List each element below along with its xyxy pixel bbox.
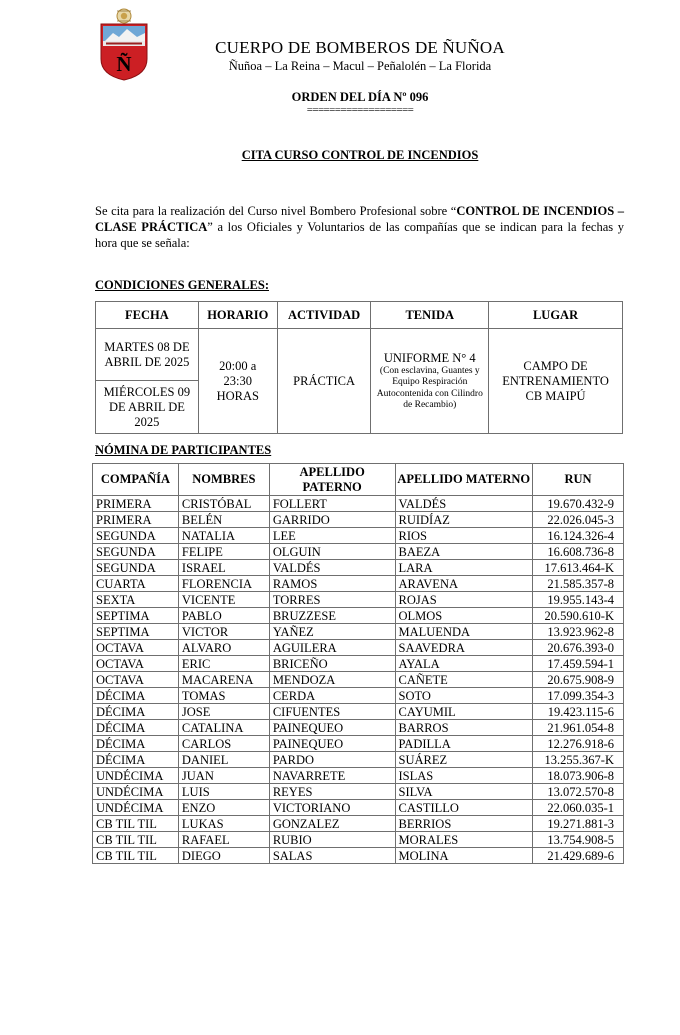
cell-paternal-surname: CIFUENTES <box>269 704 395 720</box>
header-compania: COMPAÑÍA <box>93 464 179 496</box>
cell-run: 19.271.881-3 <box>533 816 624 832</box>
cell-maternal-surname: LARA <box>395 560 533 576</box>
cell-run: 20.676.393-0 <box>533 640 624 656</box>
cell-maternal-surname: BERRIOS <box>395 816 533 832</box>
cell-paternal-surname: GONZALEZ <box>269 816 395 832</box>
cell-company: CB TIL TIL <box>93 816 179 832</box>
cell-first-name: FLORENCIA <box>178 576 269 592</box>
cell-maternal-surname: AYALA <box>395 656 533 672</box>
course-citation-title: CITA CURSO CONTROL DE INCENDIOS <box>241 148 479 162</box>
participants-table-body <box>93 496 624 864</box>
cell-paternal-surname: PAINEQUEO <box>269 736 395 752</box>
cell-maternal-surname: BAEZA <box>395 544 533 560</box>
participants-table <box>92 463 624 864</box>
cell-paternal-surname: BRUZZESE <box>269 608 395 624</box>
table-row <box>93 576 624 592</box>
cell-run: 19.670.432-9 <box>533 496 624 512</box>
table-row <box>93 768 624 784</box>
participants-header-row <box>93 464 624 496</box>
cell-company: SEGUNDA <box>93 544 179 560</box>
cell-maternal-surname: MOLINA <box>395 848 533 864</box>
cell-paternal-surname: AGUILERA <box>269 640 395 656</box>
cell-company: OCTAVA <box>93 656 179 672</box>
attire-note: (Con esclavina, Guantes y Equipo Respiración Autocontenida con Cilindro de Recambio) <box>376 365 483 410</box>
cell-company: UNDÉCIMA <box>93 768 179 784</box>
cell-maternal-surname: PADILLA <box>395 736 533 752</box>
cell-first-name: LUIS <box>178 784 269 800</box>
cell-maternal-surname: RIOS <box>395 528 533 544</box>
header-run: RUN <box>533 464 624 496</box>
participants-title: NÓMINA DE PARTICIPANTES <box>95 443 272 457</box>
table-row <box>93 736 624 752</box>
table-row <box>93 672 624 688</box>
intro-text-start: Se cita para la realización del Curso nivel Bombero Profesional sobre “ <box>95 204 457 218</box>
intro-course-name: CONTROL DE INCENDIOS – CLASE PRÁCTICA <box>95 204 624 234</box>
cell-paternal-surname: MENDOZA <box>269 672 395 688</box>
cell-paternal-surname: TORRES <box>269 592 395 608</box>
table-row <box>93 608 624 624</box>
header-nombres: NOMBRES <box>178 464 269 496</box>
attire-cell <box>371 329 489 434</box>
table-row <box>93 848 624 864</box>
intro-text-end: ” a los Oficiales y Voluntarios de las compañías que se indican para la fechas y hora que se señala: <box>95 220 624 250</box>
cell-paternal-surname: PAINEQUEO <box>269 720 395 736</box>
cell-maternal-surname: MALUENDA <box>395 624 533 640</box>
table-row <box>93 688 624 704</box>
header-fecha: FECHA <box>96 302 199 329</box>
organization-communes: Ñuñoa – La Reina – Macul – Peñalolén – La Florida <box>228 59 492 73</box>
header-horario: HORARIO <box>198 302 277 329</box>
cell-company: DÉCIMA <box>93 736 179 752</box>
header-lugar: LUGAR <box>489 302 623 329</box>
cell-company: UNDÉCIMA <box>93 800 179 816</box>
cell-maternal-surname: CAYUMIL <box>395 704 533 720</box>
cell-first-name: CRISTÓBAL <box>178 496 269 512</box>
table-row <box>93 704 624 720</box>
cell-paternal-surname: LEE <box>269 528 395 544</box>
cell-first-name: ENZO <box>178 800 269 816</box>
header-tenida: TENIDA <box>371 302 489 329</box>
table-row <box>93 560 624 576</box>
cell-maternal-surname: SUÁREZ <box>395 752 533 768</box>
cell-company: SEXTA <box>93 592 179 608</box>
cell-run: 19.955.143-4 <box>533 592 624 608</box>
cell-run: 22.026.045-3 <box>533 512 624 528</box>
activity: PRÁCTICA <box>277 329 371 434</box>
cell-maternal-surname: CAÑETE <box>395 672 533 688</box>
cell-first-name: PABLO <box>178 608 269 624</box>
cell-run: 22.060.035-1 <box>533 800 624 816</box>
cell-first-name: ISRAEL <box>178 560 269 576</box>
cell-company: DÉCIMA <box>93 752 179 768</box>
cell-paternal-surname: RAMOS <box>269 576 395 592</box>
header-actividad: ACTIVIDAD <box>277 302 371 329</box>
order-of-the-day-title: ORDEN DEL DÍA Nº 096 <box>291 90 429 104</box>
cell-company: PRIMERA <box>93 496 179 512</box>
crest-letter: Ñ <box>116 52 132 76</box>
intro-paragraph <box>95 203 624 251</box>
table-row <box>93 656 624 672</box>
table-row <box>93 816 624 832</box>
cell-first-name: BELÉN <box>178 512 269 528</box>
table-row <box>93 800 624 816</box>
cell-maternal-surname: OLMOS <box>395 608 533 624</box>
conditions-header-row <box>96 302 623 329</box>
cell-run: 21.961.054-8 <box>533 720 624 736</box>
organization-title: CUERPO DE BOMBEROS DE ÑUÑOA <box>215 38 505 57</box>
cell-run: 16.124.326-4 <box>533 528 624 544</box>
cell-paternal-surname: PARDO <box>269 752 395 768</box>
cell-run: 17.099.354-3 <box>533 688 624 704</box>
cell-first-name: JUAN <box>178 768 269 784</box>
cell-paternal-surname: SALAS <box>269 848 395 864</box>
cell-maternal-surname: ROJAS <box>395 592 533 608</box>
cell-company: DÉCIMA <box>93 704 179 720</box>
cell-company: OCTAVA <box>93 672 179 688</box>
cell-maternal-surname: BARROS <box>395 720 533 736</box>
cell-maternal-surname: ARAVENA <box>395 576 533 592</box>
cell-company: PRIMERA <box>93 512 179 528</box>
cell-paternal-surname: BRICEÑO <box>269 656 395 672</box>
cell-run: 16.608.736-8 <box>533 544 624 560</box>
table-row <box>93 784 624 800</box>
cell-paternal-surname: YAÑEZ <box>269 624 395 640</box>
table-row <box>93 496 624 512</box>
cell-first-name: CARLOS <box>178 736 269 752</box>
table-row <box>93 752 624 768</box>
cell-first-name: MACARENA <box>178 672 269 688</box>
cell-first-name: VICTOR <box>178 624 269 640</box>
cell-first-name: NATALIA <box>178 528 269 544</box>
cell-first-name: DANIEL <box>178 752 269 768</box>
cell-paternal-surname: RUBIO <box>269 832 395 848</box>
cell-company: DÉCIMA <box>93 688 179 704</box>
cell-company: UNDÉCIMA <box>93 784 179 800</box>
cell-paternal-surname: CERDA <box>269 688 395 704</box>
cell-run: 18.073.906-8 <box>533 768 624 784</box>
cell-maternal-surname: ISLAS <box>395 768 533 784</box>
table-row <box>93 624 624 640</box>
cell-company: CUARTA <box>93 576 179 592</box>
table-row <box>93 528 624 544</box>
cell-run: 19.423.115-6 <box>533 704 624 720</box>
table-row <box>93 720 624 736</box>
cell-company: SEGUNDA <box>93 560 179 576</box>
table-row <box>93 592 624 608</box>
cell-first-name: LUKAS <box>178 816 269 832</box>
cell-first-name: FELIPE <box>178 544 269 560</box>
date-2: MIÉRCOLES 09 DE ABRIL DE 2025 <box>96 381 199 434</box>
table-row <box>93 512 624 528</box>
cell-paternal-surname: VICTORIANO <box>269 800 395 816</box>
cell-run: 13.754.908-5 <box>533 832 624 848</box>
header-apellido-paterno: APELLIDO PATERNO <box>269 464 395 496</box>
date-1: MARTES 08 DE ABRIL DE 2025 <box>96 329 199 381</box>
cell-run: 13.255.367-K <box>533 752 624 768</box>
cell-paternal-surname: NAVARRETE <box>269 768 395 784</box>
cell-first-name: ALVARO <box>178 640 269 656</box>
cell-paternal-surname: VALDÉS <box>269 560 395 576</box>
table-row <box>93 640 624 656</box>
cell-paternal-surname: GARRIDO <box>269 512 395 528</box>
cell-first-name: RAFAEL <box>178 832 269 848</box>
cell-run: 21.429.689-6 <box>533 848 624 864</box>
cell-run: 17.613.464-K <box>533 560 624 576</box>
cell-company: SEGUNDA <box>93 528 179 544</box>
cell-maternal-surname: MORALES <box>395 832 533 848</box>
cell-company: OCTAVA <box>93 640 179 656</box>
cell-paternal-surname: FOLLERT <box>269 496 395 512</box>
general-conditions-table <box>95 301 623 434</box>
attire: UNIFORME N° 4 <box>383 350 476 365</box>
cell-maternal-surname: VALDÉS <box>395 496 533 512</box>
table-row <box>93 832 624 848</box>
cell-maternal-surname: SOTO <box>395 688 533 704</box>
cell-run: 13.072.570-8 <box>533 784 624 800</box>
cell-company: SEPTIMA <box>93 624 179 640</box>
schedule: 20:00 a 23:30 HORAS <box>198 329 277 434</box>
cell-first-name: JOSE <box>178 704 269 720</box>
cell-first-name: ERIC <box>178 656 269 672</box>
cell-first-name: CATALINA <box>178 720 269 736</box>
cell-run: 13.923.962-8 <box>533 624 624 640</box>
cell-company: SEPTIMA <box>93 608 179 624</box>
cell-maternal-surname: CASTILLO <box>395 800 533 816</box>
cell-run: 21.585.357-8 <box>533 576 624 592</box>
cell-first-name: TOMAS <box>178 688 269 704</box>
cell-maternal-surname: RUIDÍAZ <box>395 512 533 528</box>
cell-run: 17.459.594-1 <box>533 656 624 672</box>
cell-maternal-surname: SILVA <box>395 784 533 800</box>
cell-company: CB TIL TIL <box>93 848 179 864</box>
cell-company: CB TIL TIL <box>93 832 179 848</box>
order-title-underline: =================== <box>306 104 414 116</box>
cell-run: 12.276.918-6 <box>533 736 624 752</box>
cell-first-name: VICENTE <box>178 592 269 608</box>
cell-paternal-surname: REYES <box>269 784 395 800</box>
cell-run: 20.675.908-9 <box>533 672 624 688</box>
cell-maternal-surname: SAAVEDRA <box>395 640 533 656</box>
header-apellido-materno: APELLIDO MATERNO <box>395 464 533 496</box>
fire-brigade-crest-logo <box>97 7 151 81</box>
cell-paternal-surname: OLGUIN <box>269 544 395 560</box>
cell-run: 20.590.610-K <box>533 608 624 624</box>
place: CAMPO DE ENTRENAMIENTO CB MAIPÚ <box>489 329 623 434</box>
cell-first-name: DIEGO <box>178 848 269 864</box>
cell-company: DÉCIMA <box>93 720 179 736</box>
general-conditions-title: CONDICIONES GENERALES: <box>95 278 269 292</box>
table-row <box>93 544 624 560</box>
